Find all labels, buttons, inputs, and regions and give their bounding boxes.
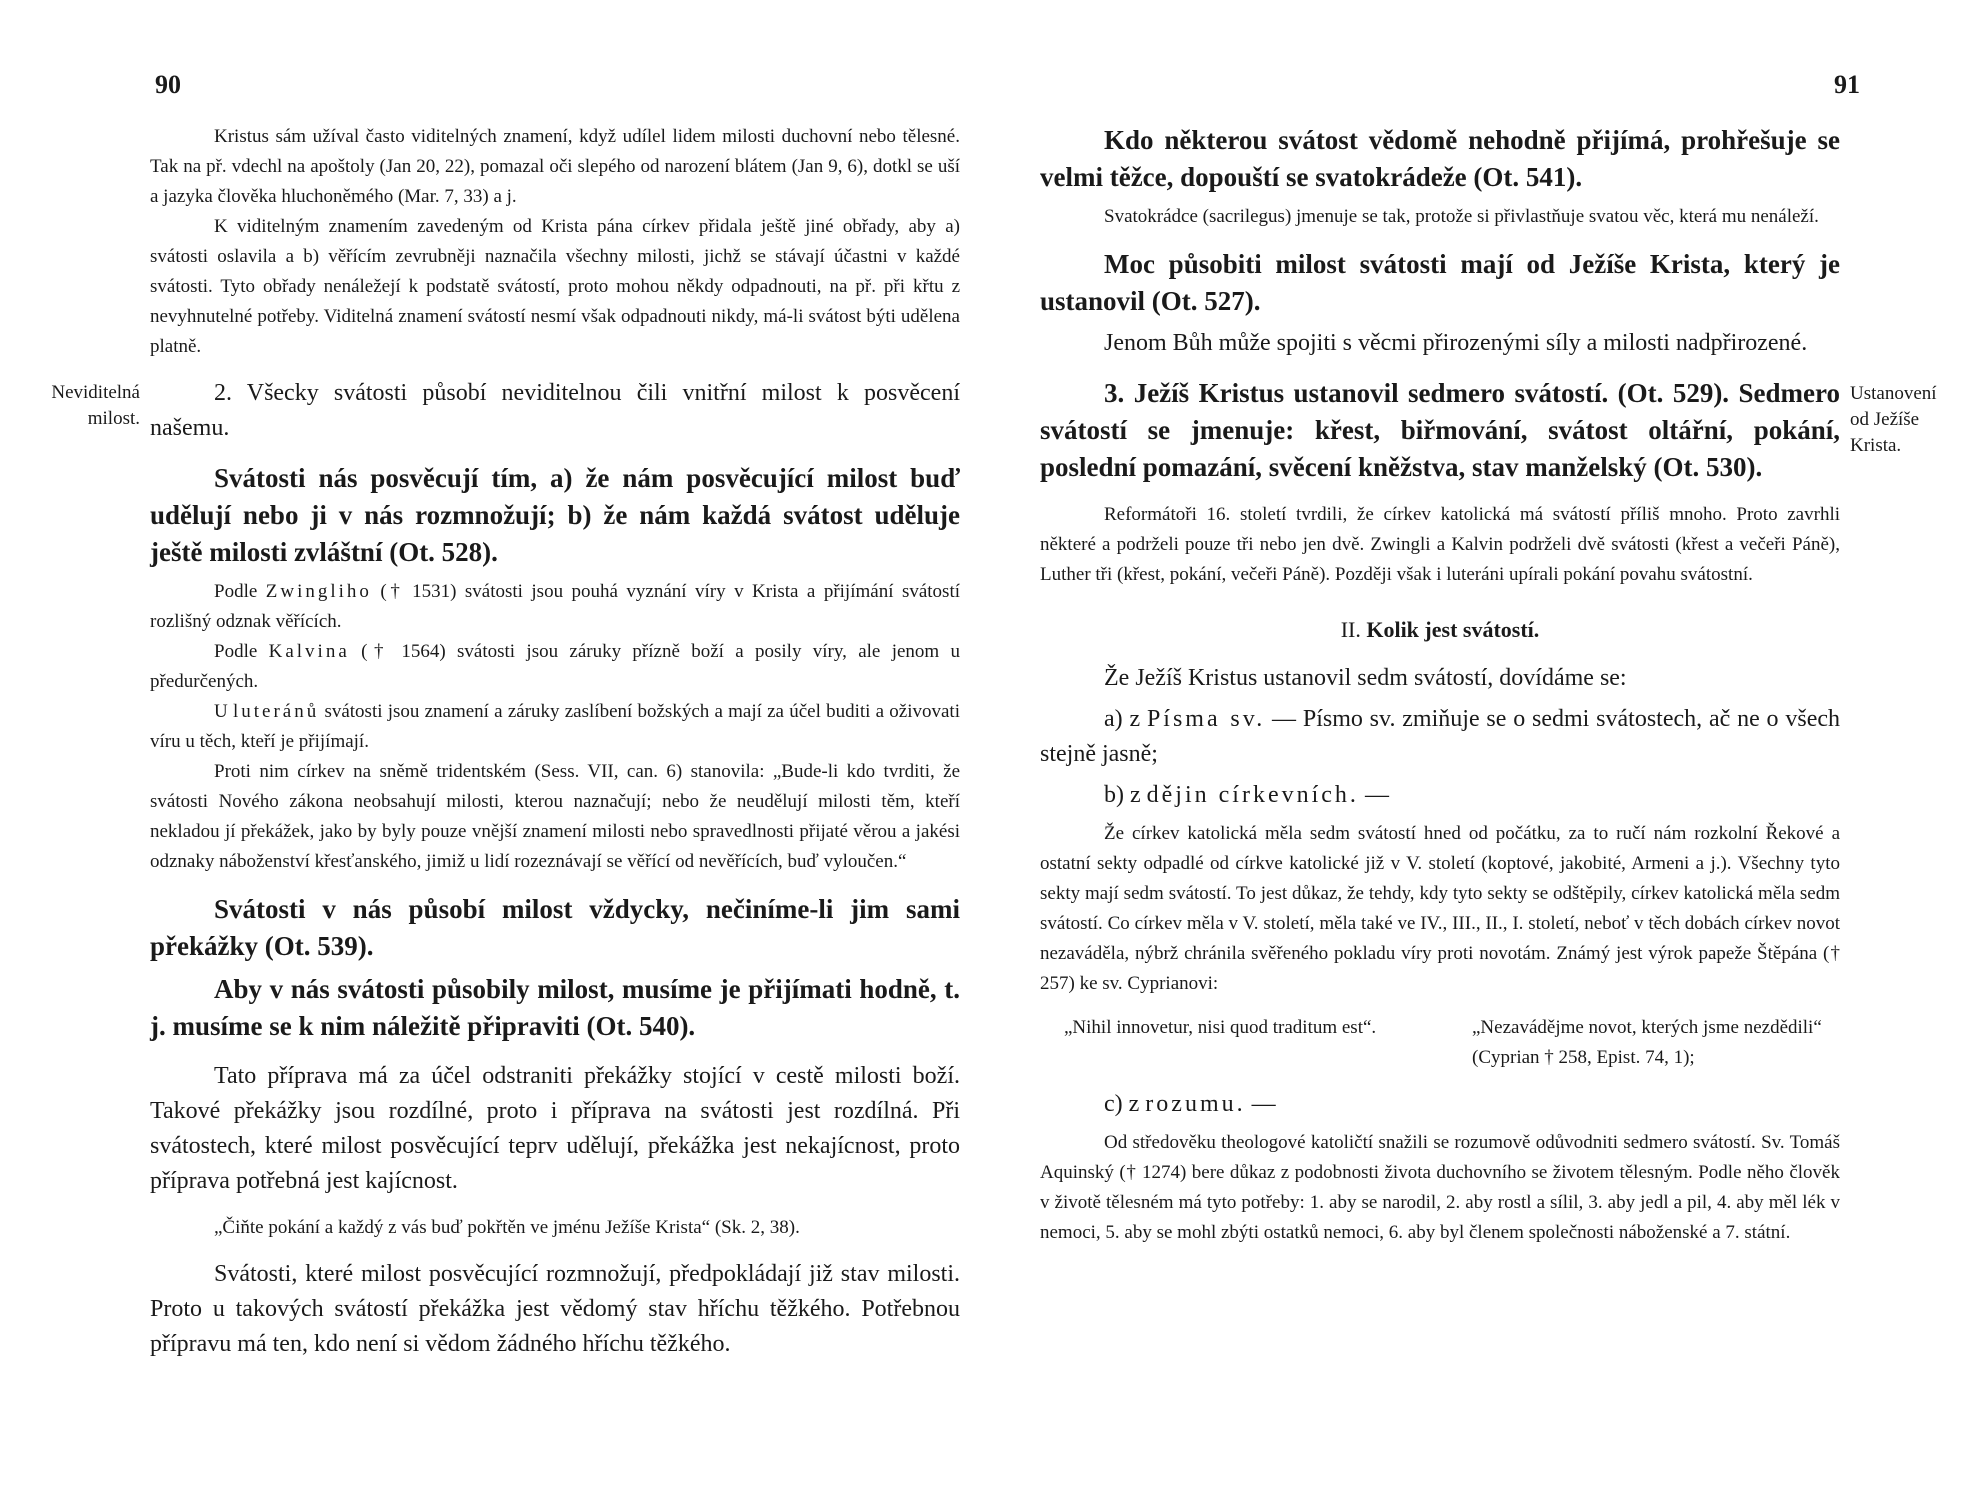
section-heading: II. Kolik jest svátostí. xyxy=(1340,617,1540,642)
paragraph: Svatokrádce (sacrilegus) jmenuje se tak, protože si přivlastňuje svatou věc, která mu nenáleží. xyxy=(1104,206,1819,227)
left-page-text xyxy=(51,122,961,1362)
paragraph: Jenom Bůh může spojiti s věcmi přirozenými síly a milosti nadpřirozené. xyxy=(1104,330,1808,356)
paragraph: Reformátoři 16. století tvrdili, že církev katolická má svátostí příliš mnoho. Proto zavrhli některé a podrželi pouze tři nebo jen dvě. Zwingli a Kalvin podrželi dvě svátosti (křest a večeři Páně), Luther tři (křest, pokání, večeři Páně). Později však i luteráni upírali pokání povahu svátostní. xyxy=(1040,504,1840,585)
paragraph: Že církev katolická měla sedm svátostí hned od počátku, za to ručí nám rozkolní Řekové a ostatní sekty odpadlé od církve katolické již v V. století (koptové, jakobité, Armeni a j.). Všechny tyto sekty mají sedm svátostí. To jest důkaz, že tehdy, kdy tyto sekty se odštěpily, církev katolická měla sedm svátostí. Co církev měla v V. století, měla také ve IV., III., II., I. století, neboť v těch dobách církev novot nezaváděla, nýbrž chránila svěřeného pokladu víry proti novotám. Známý jest výrok papeže Štěpána († 257) ke sv. Cyprianovi: xyxy=(1040,823,1840,994)
margin-note: Ustanovení od Ježíše Krista. xyxy=(1850,383,1937,456)
quote-latin: „Nihil innovetur, nisi quod traditum est“. xyxy=(1064,1017,1377,1038)
paragraph: b) z dějin církevních. — xyxy=(1104,782,1389,808)
paragraph: Tato příprava má za účel odstraniti překážky stojící v cestě milosti boží. Takové překážky jsou rozdílné, proto i příprava na svátosti jest rozdílná. Při svátostech, které milost posvěcující teprv udělují, překážka jest nekajícnost, proto příprava potřebná jest kajícnost. xyxy=(150,1063,960,1194)
paragraph: c) z rozumu. — xyxy=(1104,1091,1276,1117)
paragraph: Svátosti, které milost posvěcující rozmnožují, předpokládají již stav milosti. Proto u takových svátostí překážka jest vědomý stav hříchu těžkého. Potřebnou přípravu má ten, kdo není si vědom žádného hříchu těžkého. xyxy=(150,1261,960,1357)
page-number: 91 xyxy=(1834,70,1860,99)
paragraph: Že Ježíš Kristus ustanovil sedm svátostí, dovídáme se: xyxy=(1104,665,1627,691)
paragraph: Kristus sám užíval často viditelných znamení, když udílel lidem milosti duchovní nebo tělesné. Tak na př. vdechl na apoštoly (Jan 20, 22), pomazal oči slepého od narození blátem (Jan 9, 6), dotkl se uší a jazyka člověka hluchoněmého (Mar. 7, 33) a j. xyxy=(150,126,960,207)
paragraph: Od středověku theologové katoličtí snažili se rozumově odůvodniti sedmero svátostí. Sv. Tomáš Aquinský († 1274) bere důkaz z podobnosti života duchovního se životem tělesným. Podle něho člověk v životě tělesném má tyto potřeby: 1. aby se narodil, 2. aby rostl a sílil, 3. aby jedl a pil, 4. aby měl lék v nemoci, 5. aby se mohl zbýti ostatků nemoci, 6. aby byl členem společnosti náboženské a 7. státní. xyxy=(1040,1132,1840,1243)
bold-statement: Moc působiti milost svátosti mají od Ježíše Krista, který je ustanovil (Ot. 527). xyxy=(1040,249,1840,316)
quote-pair xyxy=(1040,1013,1840,1073)
bold-statement: Aby v nás svátosti působily milost, musíme je přijímati hodně, t. j. musíme se k nim náležitě připraviti (Ot. 540). xyxy=(150,974,960,1041)
bold-statement: Svátosti nás posvěcují tím, a) že nám posvěcující milost buď udělují nebo ji v nás rozmnožují; b) že nám každá svátost uděluje ještě milosti zvláštní (Ot. 528). xyxy=(150,463,960,567)
bold-statement: Svátosti v nás působí milost vždycky, nečiníme-li jim sami překážky (Ot. 539). xyxy=(150,894,960,961)
paragraph: a) z Písma sv. — Písmo sv. zmiňuje se o sedmi svátostech, ač ne o všech stejně jasně; xyxy=(1040,706,1841,767)
paragraph: U luteránů svátosti jsou znamení a záruky zaslíbení božských a mají za účel buditi a oživovati víru u těch, kteří je přijímají. xyxy=(150,701,960,752)
paragraph: Podle Zwingliho († 1531) svátosti jsou pouhá vyznání víry v Krista a přijímání svátostí rozlišný odznak věřících. xyxy=(150,581,961,632)
margin-note: Neviditelná milost. xyxy=(51,382,140,429)
quote-czech: „Nezavádějme novot, kterých jsme nezdědili“ (Cyprian † 258, Epist. 74, 1); xyxy=(1472,1017,1822,1068)
paragraph: Podle Kalvina († 1564) svátosti jsou záruky přízně boží a posily víry, ale jenom u předurčených. xyxy=(150,641,961,692)
paragraph: Proti nim církev na sněmě tridentském (Sess. VII, can. 6) stanovila: „Bude-li kdo tvrditi, že svátosti Nového zákona neobsahují milosti, kterou naznačují; nebo že neudělují milosti těm, kteří nekladou jí překážek, jako by byly pouze vnější znamení milosti nebo spravedlnosti přijaté věrou a jakési odznaky náboženství křesťanského, jimiž u lidí rozeznávají se věřící od nevěřících, buď vyloučen.“ xyxy=(150,761,960,872)
page-number: 90 xyxy=(155,70,181,99)
bold-statement: Kdo některou svátost vědomě nehodně přijímá, prohřešuje se velmi těžce, dopouští se svatokrádeže (Ot. 541). xyxy=(1040,125,1840,192)
bold-statement: 3. Ježíš Kristus ustanovil sedmero svátostí. (Ot. 529). Sedmero svátostí se jmenuje: křest, biřmování, svátost oltářní, pokání, poslední pomazání, svěcení kněžstva, stav manželský (Ot. 530). xyxy=(1040,378,1840,482)
paragraph: K viditelným znamením zavedeným od Krista pána církev přidala ještě jiné obřady, aby a) svátosti oslavila a b) věřícím zevrubněji naznačila všechny milosti, jichž se stávají účastni v každé svátosti. Tyto obřady nenáležejí k podstatě svátostí, proto mohou někdy odpadnouti, na př. při křtu z nevyhnutelné potřeby. Viditelná znamení svátostí nesmí však odpadnouti nikdy, má-li svátost býti udělena platně. xyxy=(150,216,960,357)
quote: „Čiňte pokání a každý z vás buď pokřtěn ve jménu Ježíše Krista“ (Sk. 2, 38). xyxy=(214,1217,800,1238)
paragraph: 2. Všecky svátosti působí neviditelnou čili vnitřní milost k posvěcení našemu. xyxy=(150,380,960,441)
right-page-text xyxy=(1040,122,1937,1248)
